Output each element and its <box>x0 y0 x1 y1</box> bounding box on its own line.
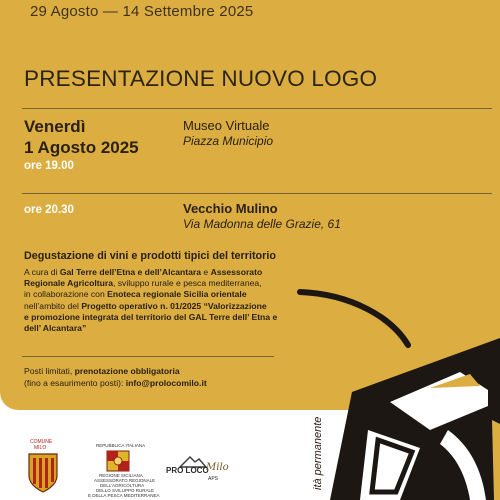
vertical-caption: ità permanente <box>312 416 324 490</box>
page-title: PRESENTAZIONE NUOVO LOGO <box>24 66 378 91</box>
booking-email[interactable]: info@prolocomilo.it <box>125 377 207 388</box>
event1-day: Venerdì <box>24 117 86 136</box>
booking-divider <box>22 356 274 357</box>
region-line4: DELL’AGRICOLTURA <box>100 483 145 488</box>
event2-time: ore 20.30 <box>24 204 74 216</box>
proloco-sub: APS <box>208 476 219 482</box>
region-line3: ASSESSORATO REGIONALE <box>94 478 156 483</box>
event1-address: Piazza Municipio <box>183 134 274 148</box>
proloco-name: PRO LOCO <box>166 466 209 475</box>
region-line2: REGIONE SICILIANA <box>99 473 143 478</box>
festival-dates: 29 Agosto — 14 Settembre 2025 <box>30 3 254 20</box>
title-divider <box>22 108 492 109</box>
region-line6: E DELLA PESCA MEDITERRANEA <box>88 493 160 498</box>
region-line5: DELLO SVILUPPO RURALE <box>96 488 155 493</box>
region-line1: REPUBBLICA ITALIANA <box>96 443 146 448</box>
comune-crest-icon <box>26 452 60 494</box>
sicily-region-emblem-icon <box>106 450 130 472</box>
events-divider <box>22 193 492 194</box>
event1-time: ore 19.00 <box>24 160 74 172</box>
tasting-description: A cura di Gal Terre dell’Etna e dell’Alcantara e Assessorato Regionale Agricoltura, sviluppo rurale e pesca mediterranea, in collaborazione con Enoteca regionale Sicilia orientale nell’ambito del Progetto operativo n. 01/2025 “Valorizzazione e promozione integrata del territorio del GAL Terre dell’ Etna e dell’ Alcantara” <box>24 267 278 334</box>
comune-label: COMUNE <box>30 439 53 445</box>
comune-place: MILO <box>34 445 47 451</box>
tasting-heading: Degustazione di vini e prodotti tipici del territorio <box>24 250 276 262</box>
booking-note: Posti limitati, prenotazione obbligatoria (fino a esaurimento posti): info@prolocomilo.it <box>24 366 207 388</box>
event2-venue: Vecchio Mulino <box>183 201 278 216</box>
event1-date: 1 Agosto 2025 <box>24 138 139 157</box>
event2-address: Via Madonna delle Grazie, 61 <box>183 217 341 231</box>
event1-venue: Museo Virtuale <box>183 118 270 133</box>
proloco-script: Milo <box>206 462 229 473</box>
